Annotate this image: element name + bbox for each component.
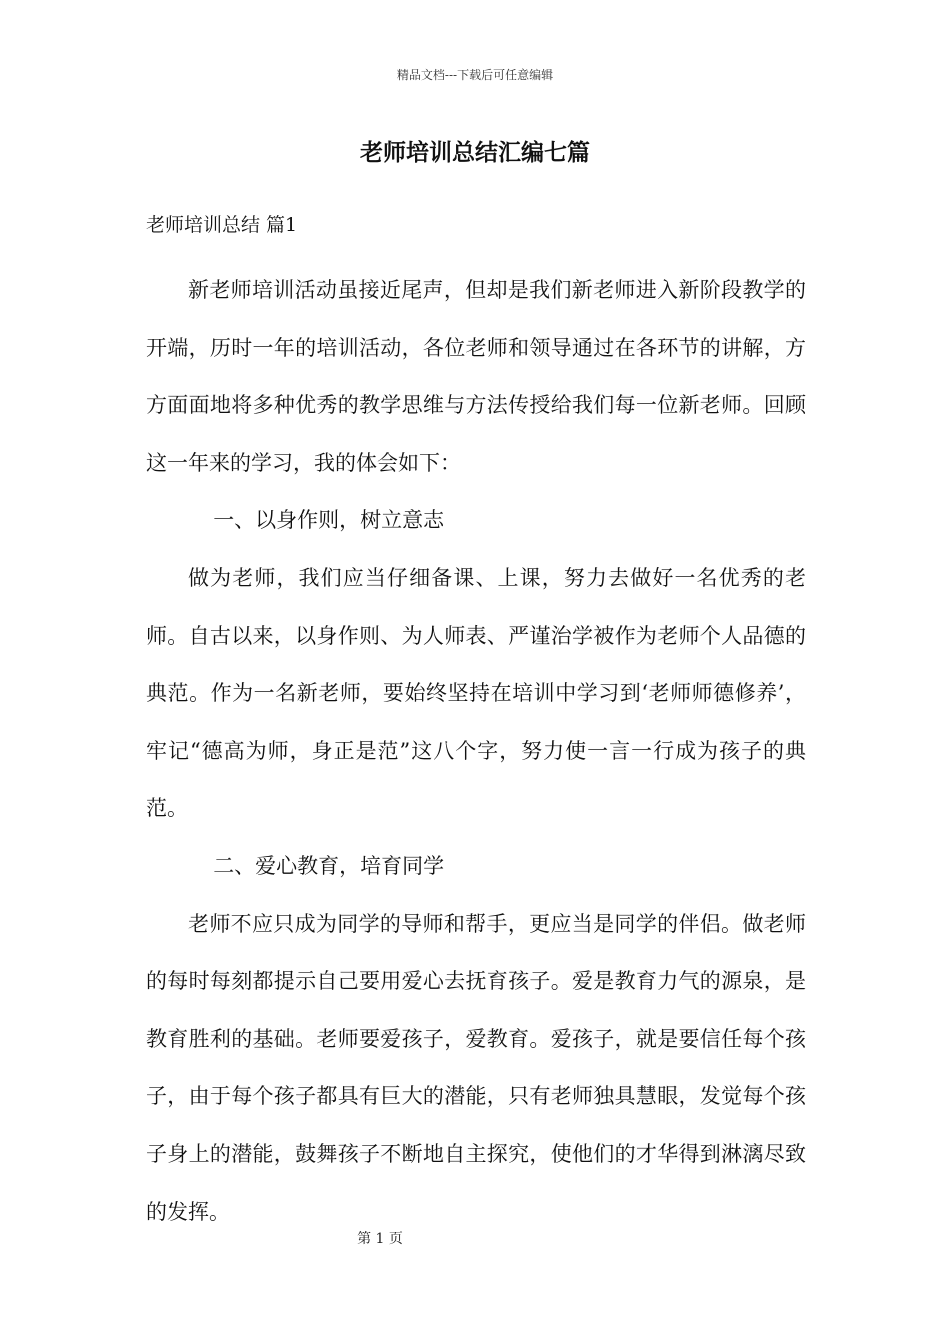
subheading-2: 二、爱心教育，培育同学 xyxy=(213,853,445,878)
document-body xyxy=(146,262,806,1241)
paragraph-1: 做为老师，我们应当仔细备课、上课，努力去做好一名优秀的老师。自古以来，以身作则、为人师表、严谨治学被作为老师个人品德的典范。作为一名新老师，要始终坚持在培训中学习到‘老师师德修养’，牢记“德高为师，身正是范”这八个字，努力使一言一行成为孩子的典范。 xyxy=(146,565,806,821)
subheading-1: 一、以身作则，树立意志 xyxy=(213,508,445,533)
page-number: 第 1 页 xyxy=(357,1231,403,1247)
section-heading: 老师培训总结 篇1 xyxy=(146,214,298,236)
document-title: 老师培训总结汇编七篇 xyxy=(360,139,590,166)
page-header: 精品文档---下载后可任意编辑 xyxy=(396,68,554,82)
paragraph-intro: 新老师培训活动虽接近尾声，但却是我们新老师进入新阶段教学的开端，历时一年的培训活动，各位老师和领导通过在各环节的讲解，方方面面地将多种优秀的教学思维与方法传授给我们每一位新老师。回顾这一年来的学习，我的体会如下： xyxy=(146,278,806,475)
paragraph-2: 老师不应只成为同学的导师和帮手，更应当是同学的伴侣。做老师的每时每刻都提示自己要用爱心去抚育孩子。爱是教育力气的源泉，是教育胜利的基础。老师要爱孩子，爱教育。爱孩子，就是要信任每个孩子，由于每个孩子都具有巨大的潜能，只有老师独具慧眼，发觉每个孩子身上的潜能，鼓舞孩子不断地自主探究，使他们的才华得到淋漓尽致的发挥。 xyxy=(146,911,806,1224)
